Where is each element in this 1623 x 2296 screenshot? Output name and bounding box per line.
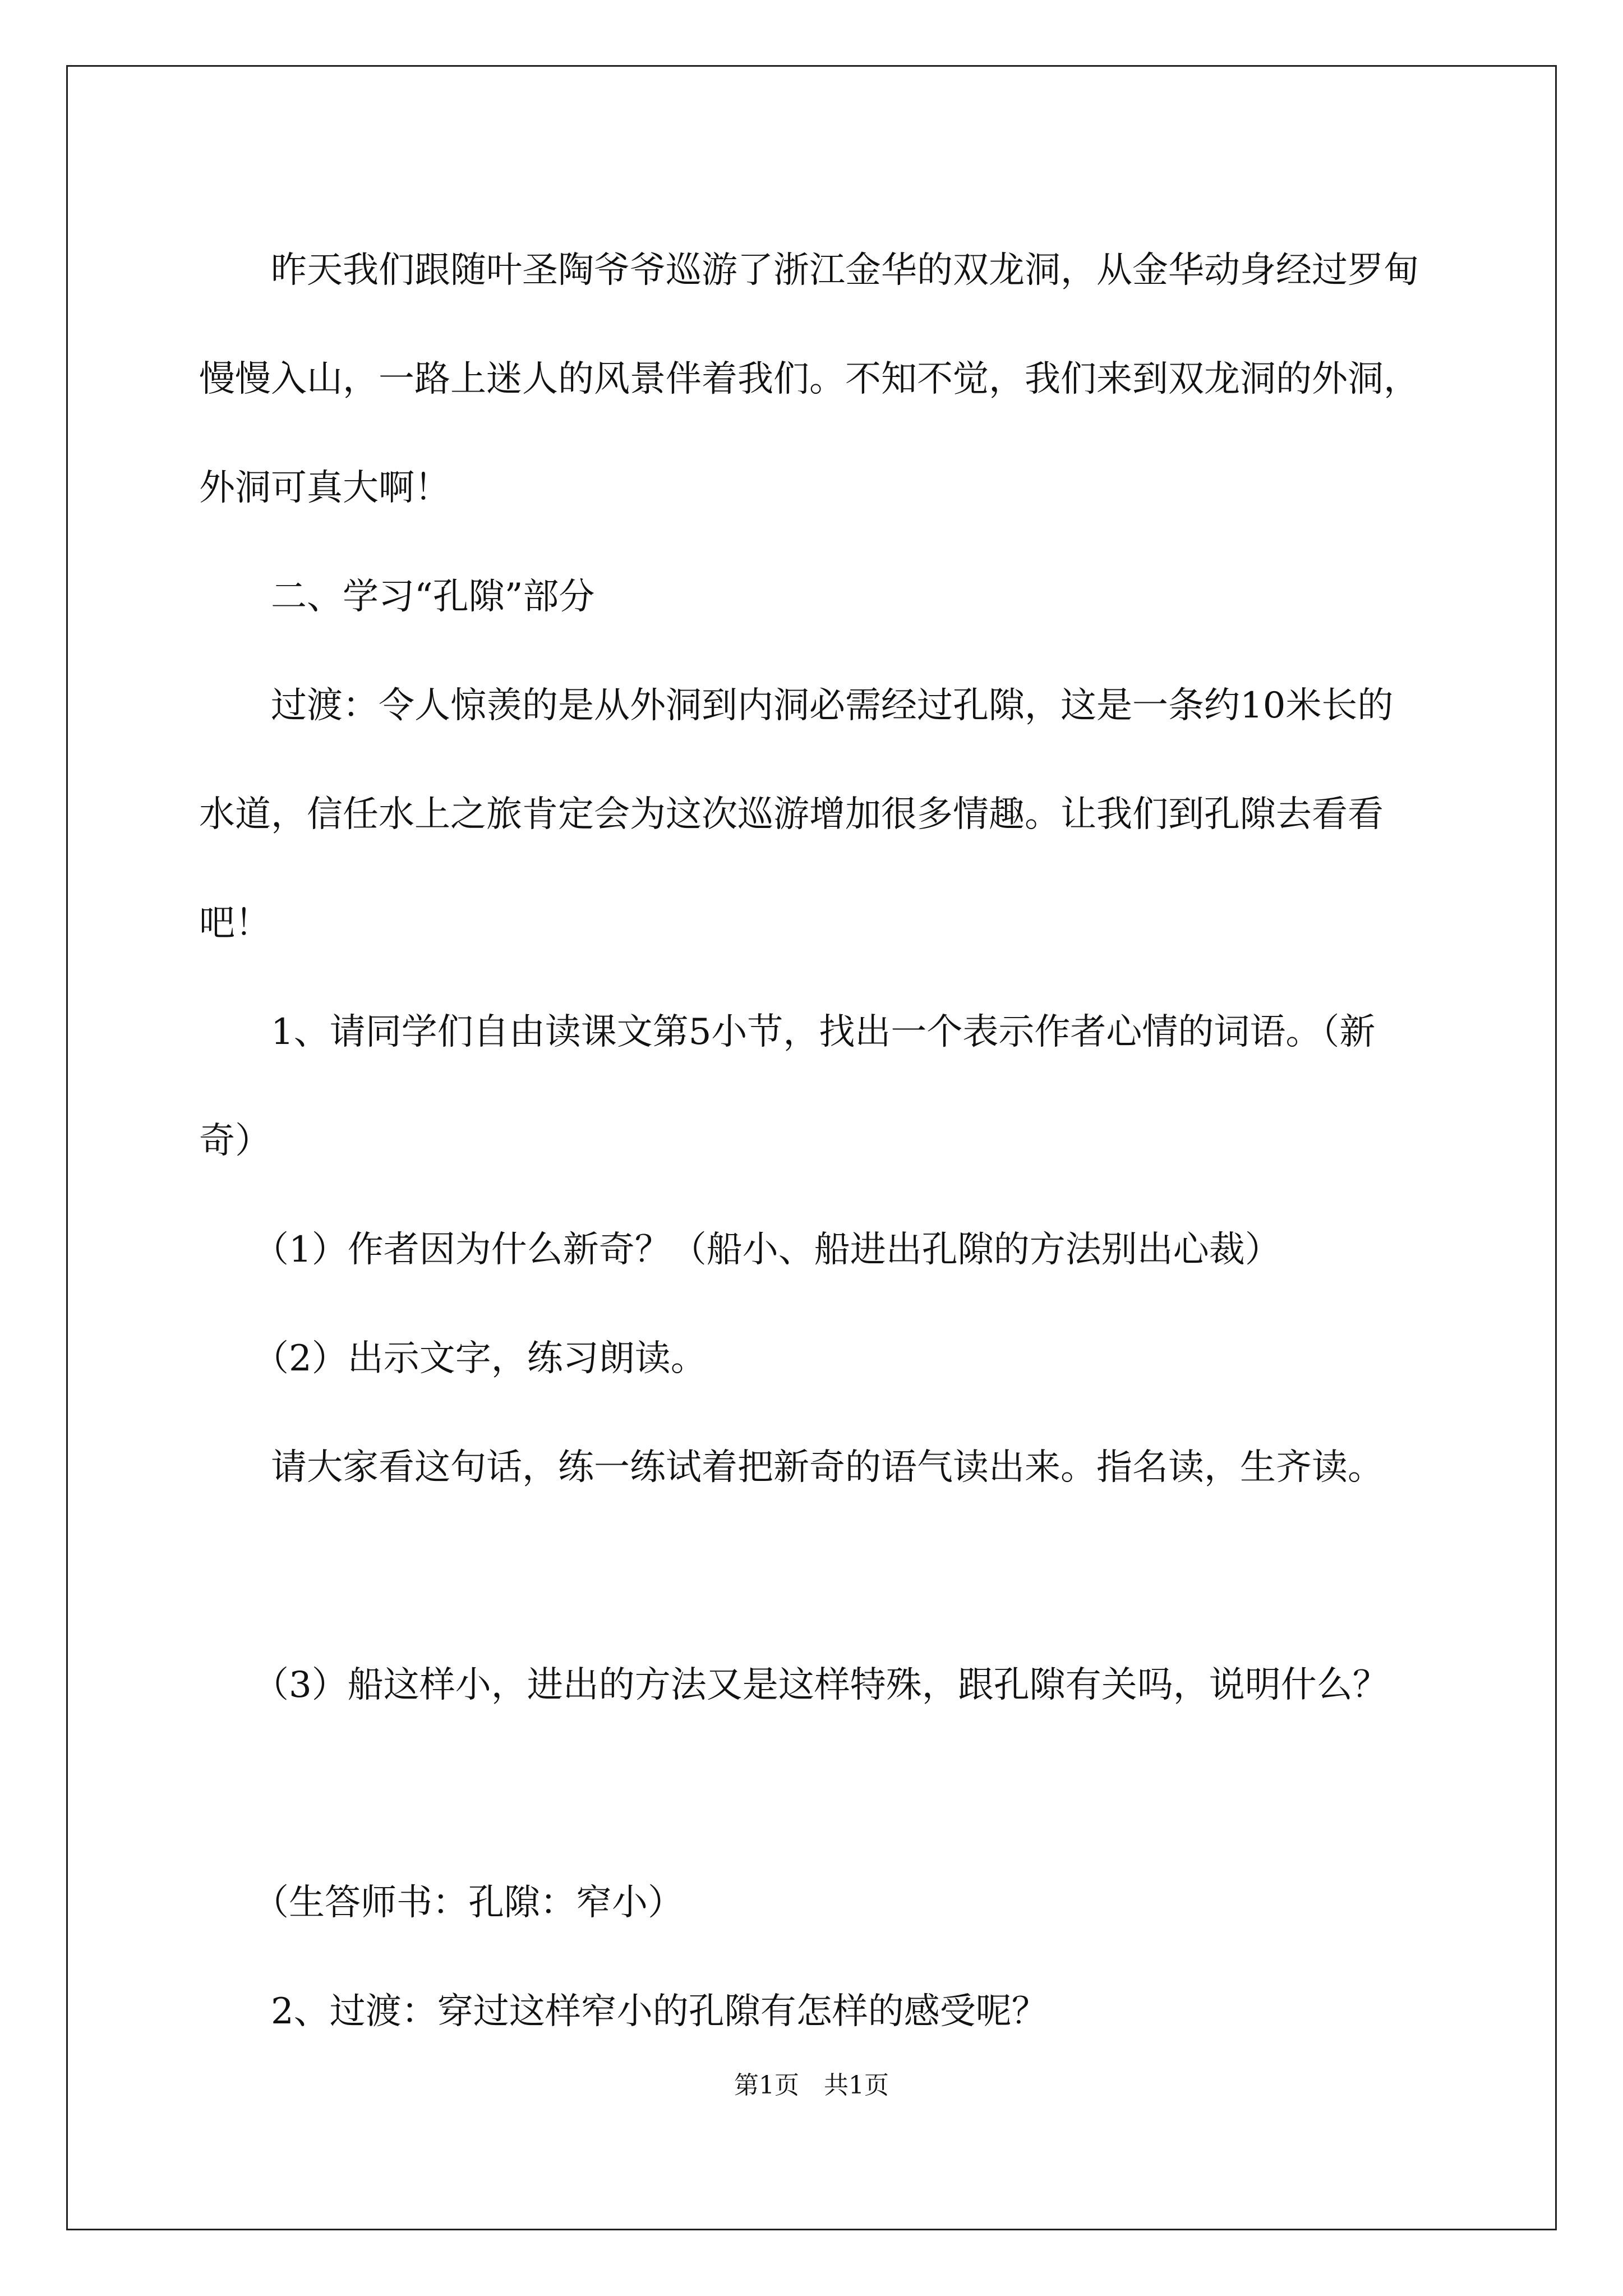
paragraph-sub-1: （1）作者因为什么新奇？（船小、船进出孔隙的方法别出心裁）	[199, 1229, 1281, 1271]
paragraph-question-1: 1、请同学们自由读课文第5小节，找出一个表示作者心情的词语。（新奇）	[199, 1011, 1376, 1162]
paragraph-intro: 昨天我们跟随叶圣陶爷爷巡游了浙江金华的双龙洞，从金华动身经过罗甸慢慢入山，一路上迷人的风景伴着我们。不知不觉，我们来到双龙洞的外洞，外洞可真大啊！	[199, 250, 1419, 509]
paragraph-sub-3: （3）船这样小，进出的方法又是这样特殊，跟孔隙有关吗，说明什么？	[199, 1664, 1389, 1706]
paragraph-sub-2: （2）出示文字，练习朗读。	[199, 1338, 707, 1379]
paragraph-question-2: 2、过渡：穿过这样窄小的孔隙有怎样的感受呢？	[199, 1991, 1048, 2032]
paragraph-transition: 过渡：令人惊羡的是从外洞到内洞必需经过孔隙，这是一条约10米长的水道，信任水上之旅肯定会为这次巡游增加很多情趣。让我们到孔隙去看看吧！	[199, 685, 1394, 944]
paragraph-answer: （生答师书：孔隙：窄小）	[199, 1882, 684, 1924]
page-footer: 第1页 共1页	[734, 2071, 889, 2100]
section-heading: 二、学习“孔隙”部分	[199, 576, 595, 618]
paragraph-reading: 请大家看这句话，练一练试着把新奇的语气读出来。指名读，生齐读。	[199, 1447, 1384, 1488]
